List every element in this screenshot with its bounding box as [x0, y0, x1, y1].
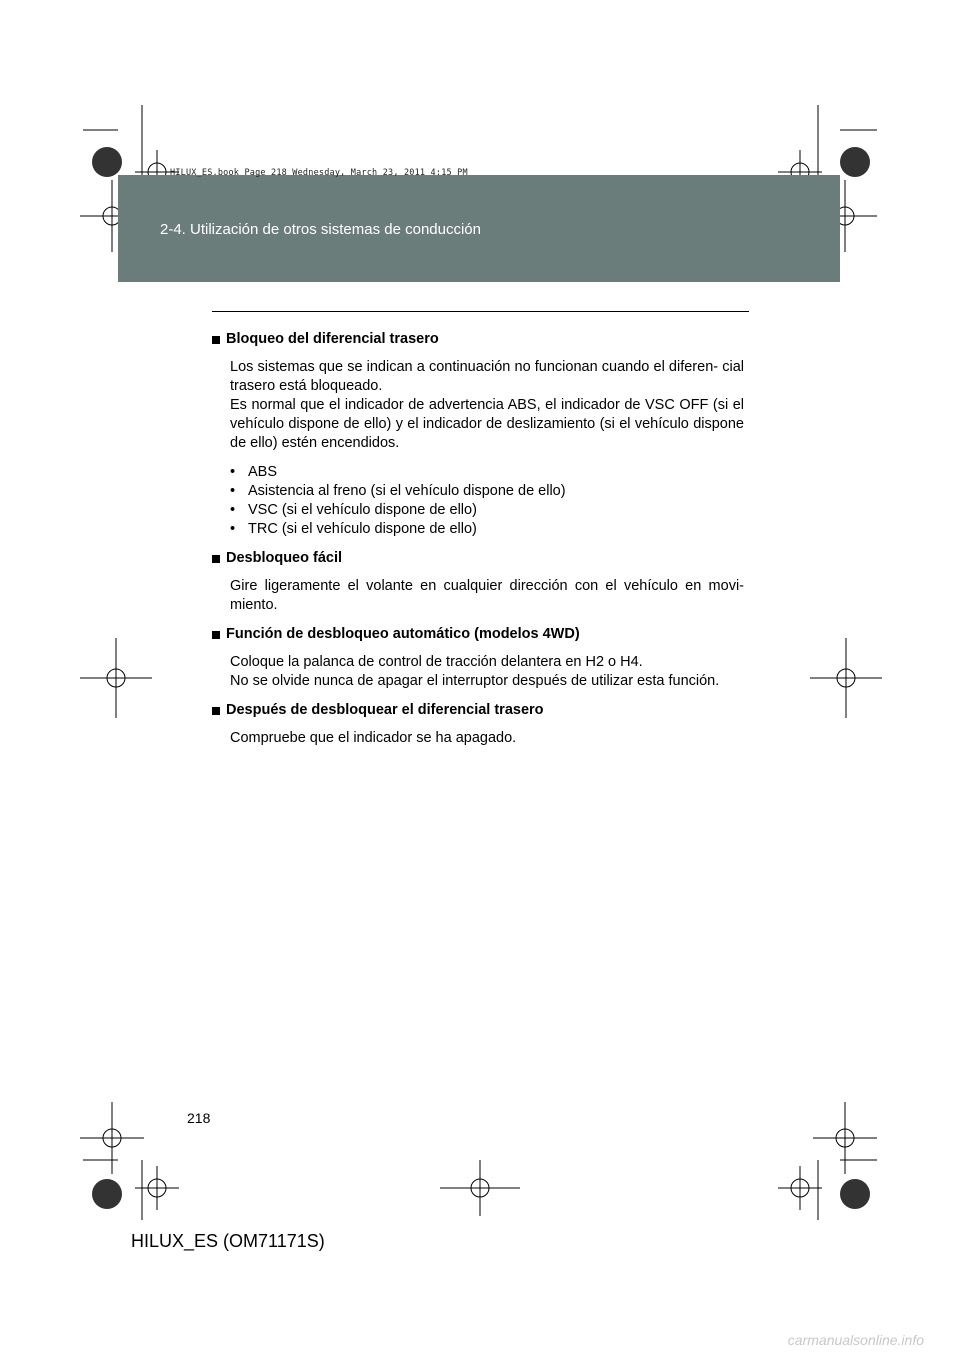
file-stamp: HILUX_ES.book Page 218 Wednesday, March 23, 2011 4:15 PM: [170, 168, 468, 178]
crosshair-icon: [440, 1160, 520, 1216]
section-heading: Desbloqueo fácil: [212, 549, 744, 568]
square-bullet-icon: [212, 707, 220, 715]
section-heading: Bloqueo del diferencial trasero: [212, 330, 744, 349]
target-bottom-left-icon: [92, 1179, 122, 1209]
list-item: • ABS: [230, 463, 744, 482]
crosshair-icon: [810, 638, 882, 718]
paragraph: Coloque la palanca de control de tracción delantera en H2 o H4.: [230, 654, 643, 670]
section-heading: Función de desbloqueo automático (modelos 4WD): [212, 625, 744, 644]
footer-model-code: HILUX_ES (OM71171S): [131, 1231, 325, 1251]
paragraph: Los sistemas que se indican a continuación no funcionan cuando el diferen- cial trasero está bloqueado.: [230, 359, 744, 394]
list-item: • Asistencia al freno (si el vehículo dispone de ello): [230, 482, 744, 501]
watermark: carmanualsonline.info: [787, 1332, 924, 1348]
crosshair-icon: [80, 1102, 144, 1174]
content-divider: [212, 311, 749, 312]
paragraph: No se olvide nunca de apagar el interruptor después de utilizar esta función.: [230, 673, 720, 689]
page-number: 218: [187, 1110, 211, 1126]
paragraph: Es normal que el indicador de advertencia ABS, el indicador de VSC OFF (si el vehículo dispone de ello) y el indicador de deslizamiento (si el vehículo dispone de ello) estén encendidos.: [230, 397, 744, 451]
square-bullet-icon: [212, 631, 220, 639]
list-item: • TRC (si el vehículo dispone de ello): [230, 520, 744, 539]
bullet-list: [230, 463, 744, 539]
square-bullet-icon: [212, 555, 220, 563]
section-heading: Después de desbloquear el diferencial trasero: [212, 701, 744, 720]
crosshair-icon: [778, 1166, 822, 1210]
paragraph: Compruebe que el indicador se ha apagado.: [230, 730, 517, 746]
target-bottom-right-icon: [840, 1179, 870, 1209]
main-content: [212, 330, 744, 758]
target-top-right-icon: [840, 147, 870, 177]
section-title: 2-4. Utilización de otros sistemas de conducción: [160, 221, 481, 238]
crosshair-icon: [80, 638, 152, 718]
target-top-left-icon: [92, 147, 122, 177]
paragraph: Gire ligeramente el volante en cualquier dirección con el vehículo en movi- miento.: [230, 578, 744, 613]
crosshair-icon: [813, 1102, 877, 1174]
list-item: • VSC (si el vehículo dispone de ello): [230, 501, 744, 520]
square-bullet-icon: [212, 336, 220, 344]
